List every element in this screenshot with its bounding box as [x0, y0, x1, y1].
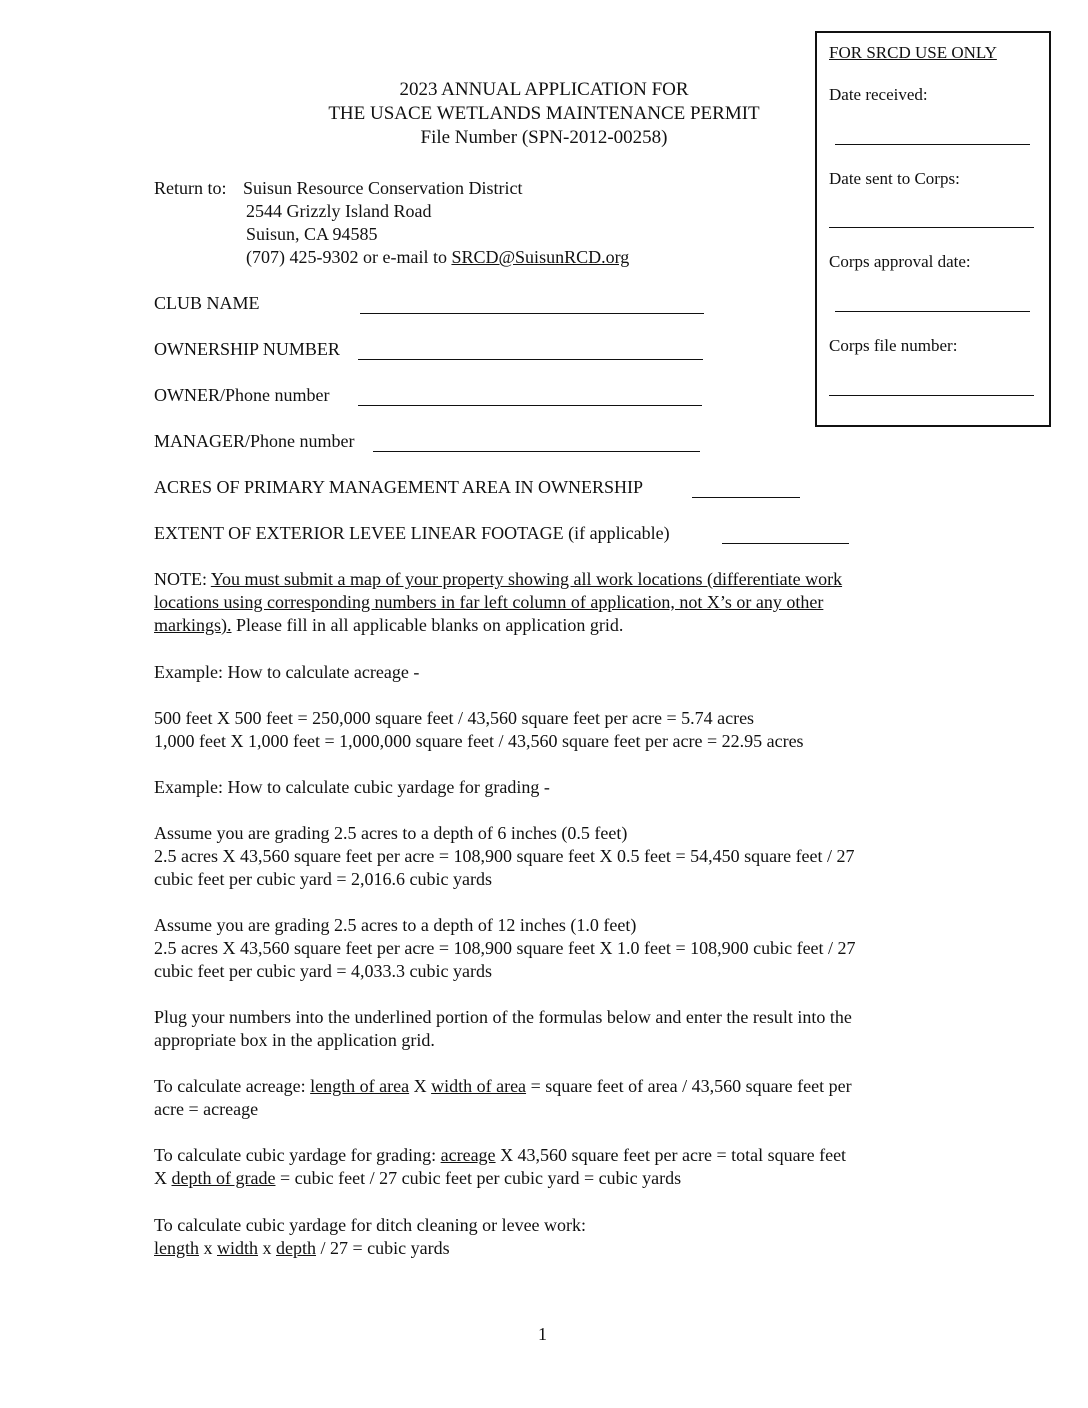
formula-ditch-length: length	[154, 1238, 199, 1258]
formula-ditch-x1: x	[199, 1238, 217, 1258]
acres-label: ACRES OF PRIMARY MANAGEMENT AREA IN OWNERSHIP	[154, 477, 644, 497]
owner-phone-field[interactable]	[358, 388, 702, 406]
manager-phone-label: MANAGER/Phone number	[154, 431, 355, 451]
ownership-number-field[interactable]	[358, 342, 703, 360]
corps-file-label: Corps file number:	[829, 336, 958, 355]
corps-file-line[interactable]	[829, 395, 1034, 396]
formula-grading-rest: X 43,560 square feet per acre = total square feet	[495, 1145, 847, 1165]
note-prefix: NOTE:	[154, 569, 211, 589]
corps-approval-line[interactable]	[835, 311, 1030, 312]
ownership-number-label: OWNERSHIP NUMBER	[154, 339, 340, 359]
formula-grading-line2-rest: = cubic feet / 27 cubic feet per cubic yard = cubic yards	[275, 1168, 682, 1188]
formula-ditch-depth: depth	[276, 1238, 317, 1258]
note-line-1	[154, 568, 842, 591]
srcd-box-heading: FOR SRCD USE ONLY	[829, 43, 997, 62]
return-address-4	[246, 246, 629, 269]
acres-field[interactable]	[692, 480, 800, 498]
return-to-label: Return to:	[154, 178, 227, 198]
title-line-2: THE USACE WETLANDS MAINTENANCE PERMIT	[328, 103, 760, 124]
date-sent-line[interactable]	[829, 227, 1034, 228]
email-link[interactable]: SRCD@SuisunRCD.org	[451, 247, 630, 267]
formula-grading-line-1	[154, 1144, 846, 1167]
example-acreage-line-1: 500 feet X 500 feet = 250,000 square feet / 43,560 square feet per acre = 5.74 acres	[154, 708, 755, 728]
note-underlined-1: You must submit a map of your property showing all work locations (differentiate work	[210, 569, 843, 589]
note-line-2: locations using corresponding numbers in far left column of application, not X’s or any other	[154, 592, 824, 612]
manager-phone-field[interactable]	[373, 434, 700, 452]
example-cubic-a1: Assume you are grading 2.5 acres to a depth of 6 inches (0.5 feet)	[154, 823, 628, 843]
example-cubic-b3: cubic feet per cubic yard = 4,033.3 cubic yards	[154, 961, 493, 981]
example-cubic-b2: 2.5 acres X 43,560 square feet per acre = 108,900 square feet X 1.0 feet = 108,900 cubic feet / 27	[154, 938, 856, 958]
formula-grading-line-2	[154, 1167, 681, 1190]
return-address-2: 2544 Grizzly Island Road	[246, 201, 432, 221]
levee-field[interactable]	[722, 526, 849, 544]
example-acreage-heading: Example: How to calculate acreage -	[154, 662, 420, 682]
title-line-3: File Number (SPN-2012-00258)	[420, 127, 668, 148]
formula-ditch-x2: x	[258, 1238, 277, 1258]
formula-ditch-rest: / 27 = cubic yards	[316, 1238, 450, 1258]
formula-acreage-x: X	[409, 1076, 432, 1096]
title-line-1: 2023 ANNUAL APPLICATION FOR	[399, 79, 689, 100]
levee-label: EXTENT OF EXTERIOR LEVEE LINEAR FOOTAGE (if applicable)	[154, 523, 670, 543]
club-name-field[interactable]	[360, 296, 704, 314]
note-underlined-3: markings).	[154, 615, 232, 635]
formula-ditch-line-1: To calculate cubic yardage for ditch cleaning or levee work:	[154, 1215, 587, 1235]
formula-acreage-rest: = square feet of area / 43,560 square feet per	[526, 1076, 852, 1096]
formula-grading-prefix: To calculate cubic yardage for grading:	[154, 1145, 441, 1165]
plug-line-2: appropriate box in the application grid.	[154, 1030, 435, 1050]
club-name-label: CLUB NAME	[154, 293, 260, 313]
date-received-label: Date received:	[829, 85, 928, 104]
phone-text: (707) 425-9302 or e-mail to	[246, 247, 452, 267]
page-number: 1	[538, 1324, 547, 1344]
formula-acreage-line-2: acre = acreage	[154, 1099, 259, 1119]
example-cubic-heading: Example: How to calculate cubic yardage for grading -	[154, 777, 550, 797]
owner-phone-label: OWNER/Phone number	[154, 385, 330, 405]
return-address-1: Suisun Resource Conservation District	[243, 178, 523, 198]
example-cubic-b1: Assume you are grading 2.5 acres to a depth of 12 inches (1.0 feet)	[154, 915, 637, 935]
formula-acreage-line-1	[154, 1075, 852, 1098]
example-cubic-a3: cubic feet per cubic yard = 2,016.6 cubic yards	[154, 869, 493, 889]
formula-ditch-line-2	[154, 1237, 450, 1260]
formula-width-of-area: width of area	[431, 1076, 527, 1096]
note-rest: Please fill in all applicable blanks on application grid.	[231, 615, 624, 635]
page-title	[0, 78, 1088, 150]
example-acreage-line-2: 1,000 feet X 1,000 feet = 1,000,000 square feet / 43,560 square feet per acre = 22.95 acres	[154, 731, 804, 751]
example-cubic-a2: 2.5 acres X 43,560 square feet per acre = 108,900 square feet X 0.5 feet = 54,450 square feet / 27	[154, 846, 855, 866]
return-address-3: Suisun, CA 94585	[246, 224, 378, 244]
plug-line-1: Plug your numbers into the underlined portion of the formulas below and enter the result into the	[154, 1007, 852, 1027]
formula-ditch-width: width	[217, 1238, 259, 1258]
corps-approval-label: Corps approval date:	[829, 252, 971, 271]
formula-length-of-area: length of area	[310, 1076, 410, 1096]
formula-grading-acreage: acreage	[440, 1145, 496, 1165]
formula-acreage-prefix: To calculate acreage:	[154, 1076, 311, 1096]
date-sent-label: Date sent to Corps:	[829, 169, 960, 188]
formula-grading-depth: depth of grade	[171, 1168, 276, 1188]
formula-grading-x: X	[154, 1168, 172, 1188]
note-line-3	[154, 614, 623, 637]
